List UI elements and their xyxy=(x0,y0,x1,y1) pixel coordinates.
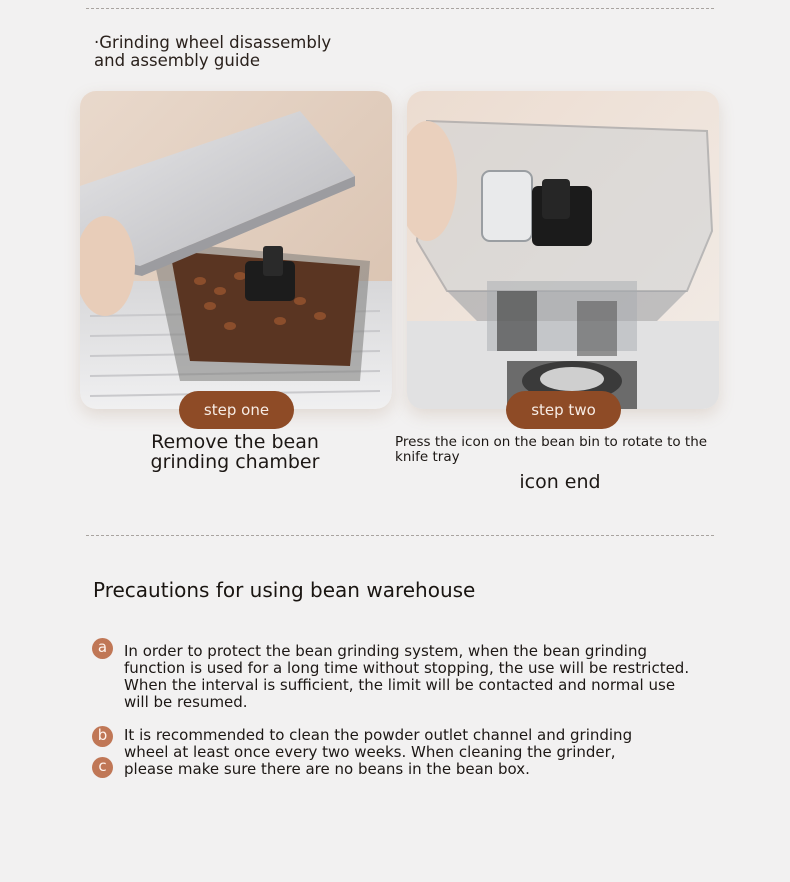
precaution-a-text: In order to protect the bean grinding system, when the bean grinding function is used for a long time without stopping, the use will be restricted. When the interval is sufficient, the limit will be contacted and normal use will be resumed. xyxy=(124,642,690,711)
guide-title: ·Grinding wheel disassembly and assembly guide xyxy=(94,33,332,70)
step-one-badge: step one xyxy=(179,391,294,429)
top-divider xyxy=(86,8,714,9)
precaution-b-text: It is recommended to clean the powder outlet channel and grinding wheel at least once every two weeks. When cleaning the grinder, please make sure there are no beans in the bean box. xyxy=(124,726,633,778)
precautions-title: Precautions for using bean warehouse xyxy=(93,578,476,602)
step-two-photo xyxy=(407,91,719,409)
bullet-a: a xyxy=(92,638,113,659)
middle-divider xyxy=(86,535,714,536)
step-one-photo xyxy=(80,91,392,409)
step-two-caption: Press the icon on the bean bin to rotate to the knife tray xyxy=(395,434,708,465)
bullet-c: c xyxy=(92,757,113,778)
step-two-badge: step two xyxy=(506,391,621,429)
bullet-b: b xyxy=(92,726,113,747)
step-one-caption: Remove the bean grinding chamber xyxy=(150,431,320,473)
step-two-caption-extra: icon end xyxy=(519,471,601,493)
